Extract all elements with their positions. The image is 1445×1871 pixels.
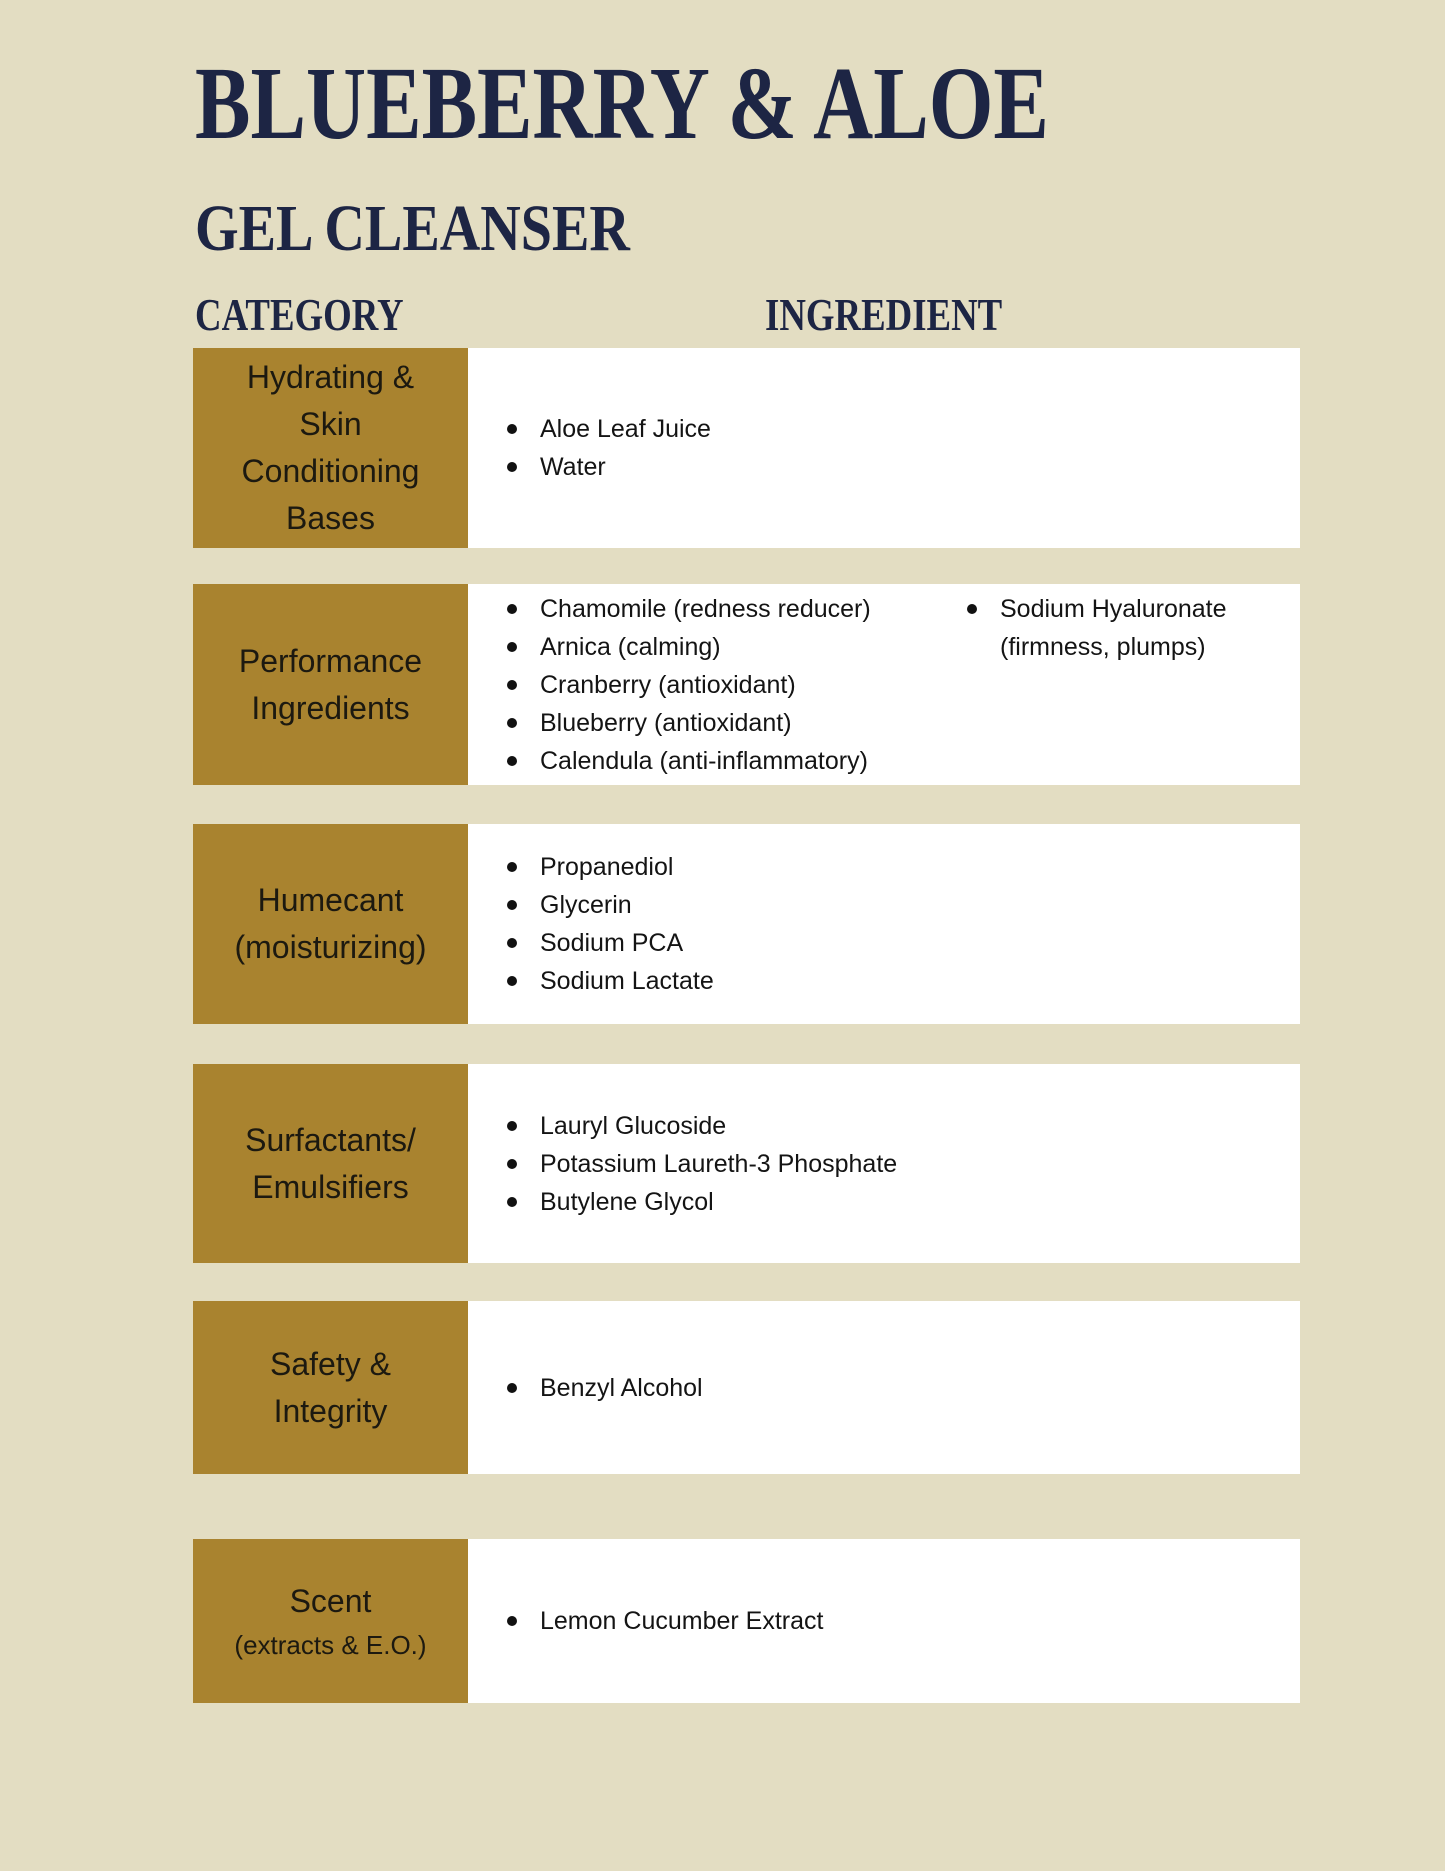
category-cell xyxy=(193,1301,468,1474)
ingredient-columns xyxy=(468,1602,1300,1640)
table-row xyxy=(193,348,1300,548)
category-label-line: Surfactants/ xyxy=(245,1121,416,1158)
ingredient-item: Aloe Leaf Juice xyxy=(504,410,1300,448)
category-label-line: Ingredients xyxy=(251,689,410,726)
category-label-line: Conditioning xyxy=(241,453,420,489)
ingredient-cell xyxy=(468,1064,1300,1263)
ingredient-item: Benzyl Alcohol xyxy=(504,1369,1300,1407)
page-subtitle xyxy=(195,192,707,265)
column-header-category xyxy=(195,289,456,340)
ingredient-item: Sodium Hyaluronate (firmness, plumps) xyxy=(964,590,1300,666)
ingredient-item: Lemon Cucumber Extract xyxy=(504,1602,1300,1640)
ingredient-item: Sodium Lactate xyxy=(504,962,1300,1000)
ingredient-item: Arnica (calming) xyxy=(504,628,964,666)
ingredient-columns xyxy=(468,848,1300,1000)
ingredient-list xyxy=(504,1369,1300,1407)
page-title-text: BLUEBERRY & ALOE xyxy=(195,46,1049,161)
category-label-line: Scent xyxy=(289,1582,372,1619)
ingredient-list xyxy=(504,1107,1300,1221)
ingredient-item: Sodium PCA xyxy=(504,924,1300,962)
ingredient-item: Glycerin xyxy=(504,886,1300,924)
category-label-line: Performance xyxy=(238,642,423,679)
ingredient-cell xyxy=(468,824,1300,1024)
ingredient-item: Propanediol xyxy=(504,848,1300,886)
category-label-line: Bases xyxy=(286,500,375,536)
table-row xyxy=(193,1064,1300,1263)
category-label-line: (moisturizing) xyxy=(234,929,427,965)
category-label-line: Hydrating & xyxy=(246,359,415,395)
column-header-ingredient-text: INGREDIENT xyxy=(765,289,1003,340)
category-cell xyxy=(193,348,468,548)
table-row xyxy=(193,824,1300,1024)
category-label-line: Safety & xyxy=(270,1345,391,1382)
ingredient-item: Potassium Laureth-3 Phosphate xyxy=(504,1145,1300,1183)
page-title xyxy=(195,46,1262,161)
ingredient-columns xyxy=(468,410,1300,486)
ingredient-item: Lauryl Glucoside xyxy=(504,1107,1300,1145)
table-row xyxy=(193,1539,1300,1703)
ingredient-cell xyxy=(468,1539,1300,1703)
ingredient-list xyxy=(504,848,1300,1000)
table-row xyxy=(193,1301,1300,1474)
category-label-line: Emulsifiers xyxy=(252,1168,409,1205)
ingredient-item: Chamomile (redness reducer) xyxy=(504,590,964,628)
ingredient-list xyxy=(504,1602,1300,1640)
category-label-subline: (extracts & E.O.) xyxy=(234,1629,427,1660)
ingredient-cell xyxy=(468,348,1300,548)
ingredient-list xyxy=(504,410,1300,486)
category-label-line: Humecant xyxy=(257,882,404,918)
ingredient-item: Water xyxy=(504,448,1300,486)
category-cell xyxy=(193,1064,468,1263)
page-subtitle-text: GEL CLEANSER xyxy=(195,192,630,265)
ingredient-table xyxy=(193,348,1300,1703)
column-header-category-text: CATEGORY xyxy=(195,289,404,340)
category-label-line: Integrity xyxy=(273,1392,388,1429)
ingredient-item: Blueberry (antioxidant) xyxy=(504,704,964,742)
column-header-ingredient xyxy=(765,289,1062,340)
ingredient-item: Cranberry (antioxidant) xyxy=(504,666,964,704)
ingredient-columns xyxy=(468,590,1300,780)
ingredient-cell xyxy=(468,1301,1300,1474)
ingredient-item: Butylene Glycol xyxy=(504,1183,1300,1221)
ingredient-list xyxy=(504,590,964,780)
ingredient-columns xyxy=(468,1107,1300,1221)
table-row xyxy=(193,584,1300,785)
category-cell xyxy=(193,824,468,1024)
ingredient-list xyxy=(964,590,1300,666)
ingredient-item: Calendula (anti-inflammatory) xyxy=(504,742,964,780)
category-cell xyxy=(193,1539,468,1703)
category-cell xyxy=(193,584,468,785)
ingredient-columns xyxy=(468,1369,1300,1407)
ingredient-cell xyxy=(468,584,1300,785)
category-label-line: Skin xyxy=(299,406,362,442)
